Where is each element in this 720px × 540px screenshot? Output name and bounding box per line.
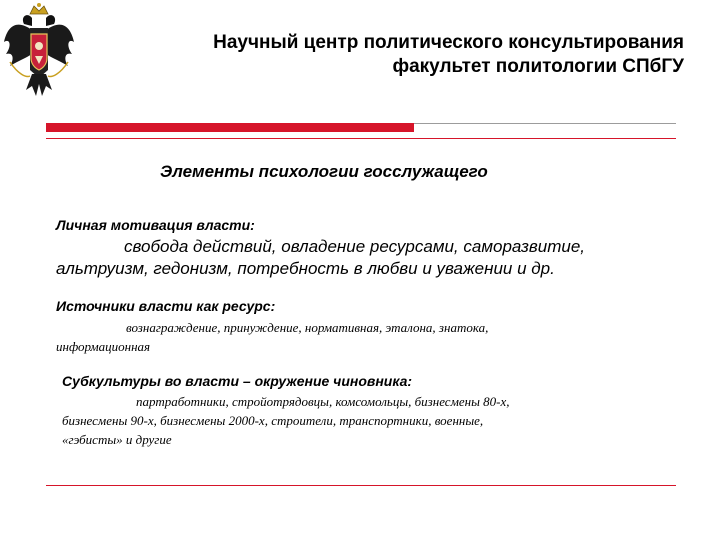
section-sources-line-2: информационная: [56, 339, 151, 354]
section-label-sources: Источники власти как ресурс:: [56, 298, 276, 314]
footer-rule: [46, 485, 676, 486]
section-subcultures-line-1: партработники, стройотрядовцы, комсомольцы, бизнесмены 80-х,: [136, 394, 510, 409]
accent-rule-gray: [414, 123, 676, 124]
section-label-subcultures: Субкультуры во власти – окружение чиновника:: [62, 373, 413, 389]
section-subcultures-line-3: «гэбисты» и другие: [62, 432, 172, 447]
header-subtitle: факультет политологии СПбГУ: [392, 56, 684, 77]
section-label-motivation: Личная мотивация власти:: [56, 217, 255, 233]
section-motivation-line-2: альтруизм, гедонизм, потребность в любви и уважении и др.: [56, 259, 555, 278]
double-headed-eagle-icon: [2, 2, 76, 102]
accent-rule-thick: [46, 123, 414, 132]
section-motivation-line-1: свобода действий, овладение ресурсами, саморазвитие,: [124, 237, 586, 256]
slide-title: Элементы психологии госслужащего: [160, 162, 488, 181]
accent-rule-thin: [46, 138, 676, 139]
section-subcultures-line-2: бизнесмены 90-х, бизнесмены 2000-х, строители, транспортники, военные,: [62, 413, 484, 428]
section-sources-line-1: вознаграждение, принуждение, нормативная, эталона, знатока,: [126, 320, 489, 335]
header-title: Научный центр политического консультирования: [213, 32, 684, 53]
